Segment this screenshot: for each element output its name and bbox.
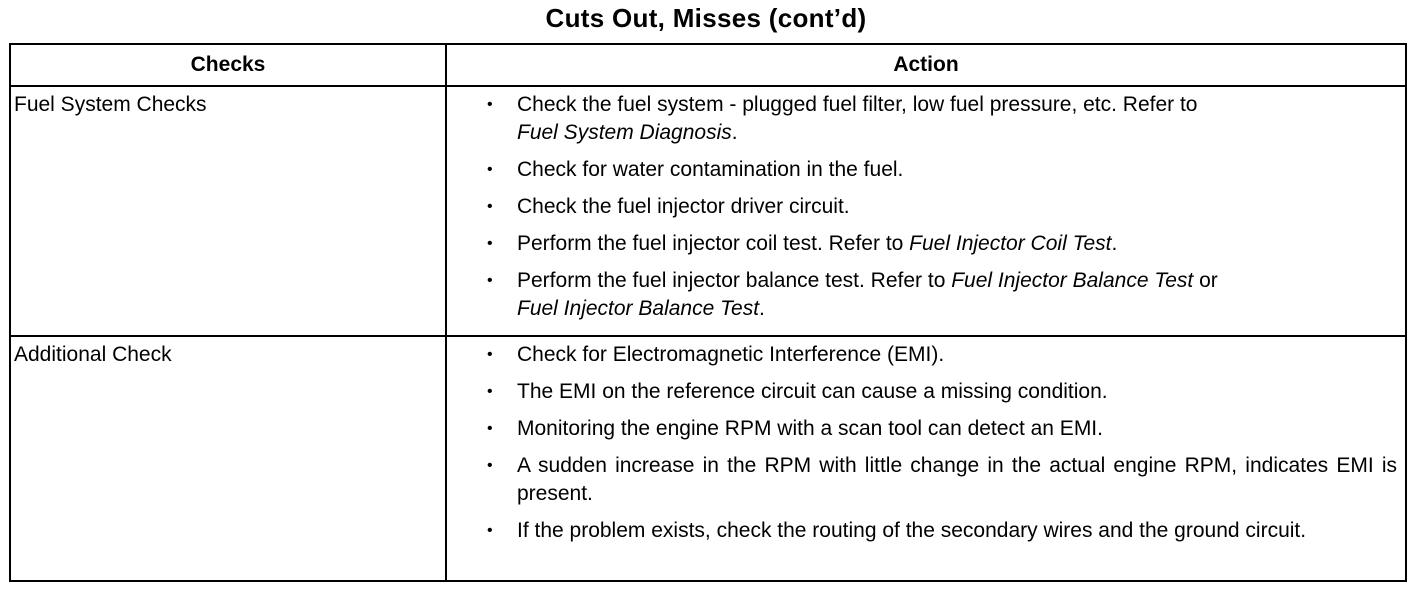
bullet-icon: • [487, 346, 493, 363]
list-item [487, 341, 1397, 369]
action-text: Check the fuel system - plugged fuel filter, low fuel pressure, etc. Refer to [517, 93, 1198, 116]
action-list [447, 87, 1405, 323]
bullet-icon: • [487, 383, 493, 400]
bullet-icon: • [487, 457, 493, 474]
bullet-icon: • [487, 235, 493, 252]
list-item [487, 267, 1397, 323]
action-list [447, 337, 1405, 545]
diagnosis-table [9, 43, 1407, 582]
reference-link-text: Fuel Injector Coil Test [909, 232, 1112, 255]
action-text: The EMI on the reference circuit can cause a missing condition. [517, 380, 1108, 403]
table-header-row [10, 44, 1406, 86]
table-row [10, 86, 1406, 336]
action-text: Perform the fuel injector balance test. Refer to [517, 269, 946, 292]
action-text: Check the fuel injector driver circuit. [517, 195, 850, 218]
page-title: Cuts Out, Misses (cont’d) [545, 3, 867, 33]
column-header-action: Action [446, 44, 1406, 86]
bullet-icon: • [487, 161, 493, 178]
list-item [487, 193, 1397, 221]
action-text: A sudden increase in the RPM with little change in the actual engine RPM, indicates EMI is present. [517, 454, 1397, 505]
action-text-end: . [1111, 232, 1118, 255]
bullet-icon: • [487, 96, 493, 113]
bullet-icon: • [487, 272, 493, 289]
action-text-end: . [759, 297, 765, 320]
list-item [487, 91, 1397, 147]
list-item [487, 378, 1397, 406]
list-item [487, 415, 1397, 443]
bullet-icon: • [487, 522, 493, 539]
list-item [487, 452, 1397, 508]
action-text: Monitoring the engine RPM with a scan tool can detect an EMI. [517, 417, 1103, 440]
column-header-checks: Checks [10, 44, 446, 86]
action-text-end: . [731, 121, 738, 144]
action-cell [446, 86, 1406, 336]
action-text: If the problem exists, check the routing of the secondary wires and the ground circuit. [517, 519, 1307, 542]
check-label: Fuel System Checks [14, 93, 207, 116]
action-cell [446, 336, 1406, 581]
list-item [487, 156, 1397, 184]
action-text: Check for water contamination in the fuel. [517, 158, 904, 181]
bullet-icon: • [487, 420, 493, 437]
reference-link-text: Fuel System Diagnosis [517, 121, 732, 144]
list-item [487, 517, 1397, 545]
reference-link-text: Fuel Injector Balance Test [951, 269, 1194, 292]
check-label: Additional Check [14, 343, 172, 366]
action-text: Check for Electromagnetic Interference (EMI). [517, 343, 945, 366]
reference-link-text: Fuel Injector Balance Test [517, 297, 760, 320]
action-text: Perform the fuel injector coil test. Refer to [517, 232, 904, 255]
action-text-mid: or [1199, 269, 1218, 292]
check-cell [10, 86, 446, 336]
bullet-icon: • [487, 198, 493, 215]
list-item [487, 230, 1397, 258]
table-row [10, 336, 1406, 581]
check-cell [10, 336, 446, 581]
